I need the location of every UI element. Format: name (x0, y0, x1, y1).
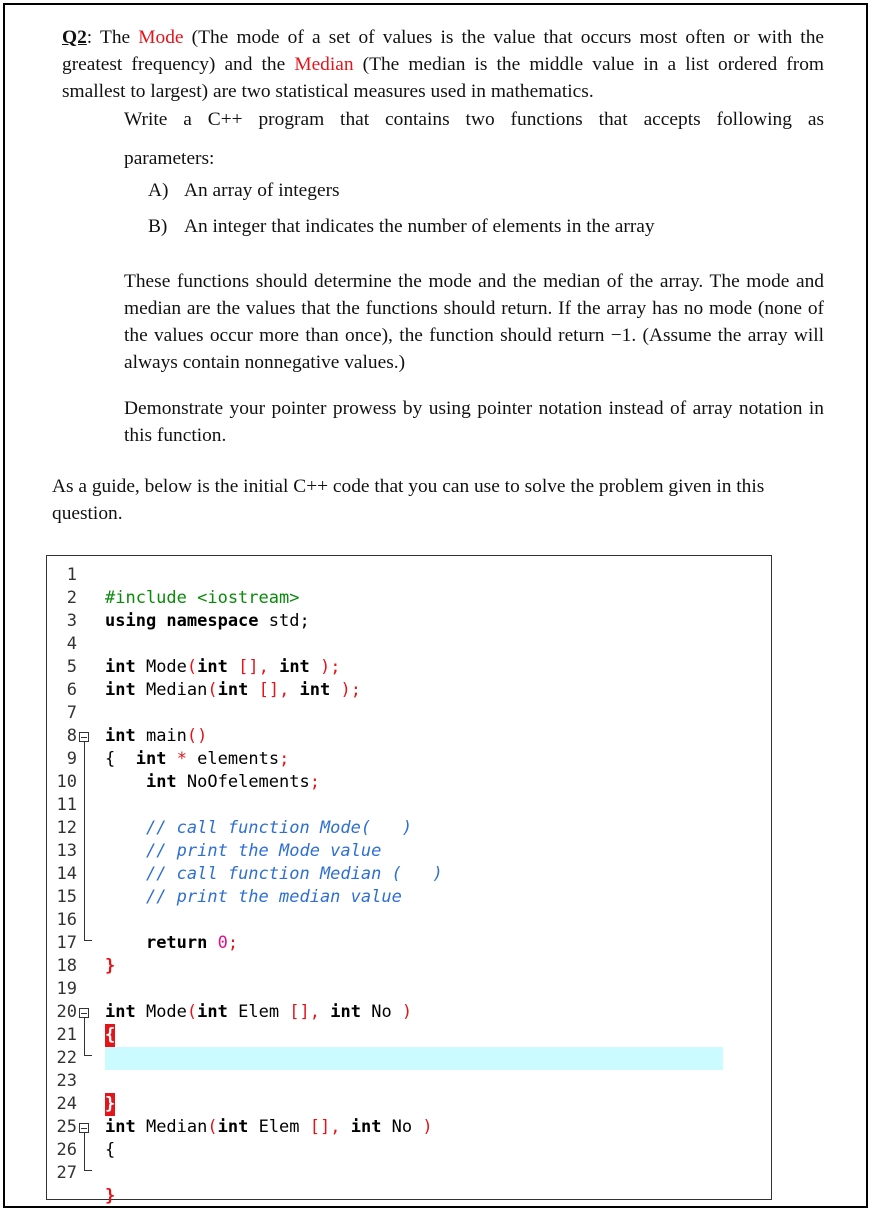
paragraph-return-values: These functions should determine the mode and the median of the array. The mode and median are the values that the functions should return. If the array has no mode (none of the values occur more than once), the function should return −1. (Assume the array will always contain nonnegative values.) (124, 271, 824, 373)
fold-guide-end (84, 940, 92, 941)
mode-definition: (The mode of a set of values is the value that occurs most often or with the greatest frequency) and the (62, 27, 824, 75)
code-text: No (360, 1002, 402, 1022)
code-keyword: using namespace (105, 611, 259, 631)
code-brace: } (105, 1186, 116, 1206)
code-keyword: int (340, 1117, 382, 1137)
task-text: Write a C++ program that contains two functions that accepts following as (124, 109, 824, 130)
line-number (47, 955, 771, 978)
fold-guide-line (84, 1018, 85, 1055)
line-number-text: 14 (56, 864, 77, 884)
fold-guide-line (84, 1133, 85, 1170)
line-number-text: 27 (56, 1163, 77, 1183)
line-number-text: 24 (56, 1094, 77, 1114)
code-operator: () (186, 726, 208, 746)
code-keyword: int (145, 772, 177, 792)
code-brace: { (105, 749, 116, 769)
code-text: NoOfelements (176, 772, 310, 792)
option-b-text: An integer that indicates the number of elements in the array (184, 216, 655, 237)
code-operator: [] (248, 680, 280, 700)
code-comment: // print the median value (145, 887, 402, 907)
line-number-text: 15 (56, 887, 77, 907)
code-keyword: int (135, 749, 167, 769)
task-text-2: parameters: (124, 148, 215, 169)
code-editor (46, 555, 772, 1206)
code-operator: [], (309, 1117, 341, 1137)
median-term: Median (294, 54, 354, 75)
fold-guide-end (84, 1170, 92, 1171)
code-line-2 (47, 587, 771, 631)
code-text: Elem (227, 1002, 290, 1022)
code-keyword: int (217, 680, 249, 700)
line-number-text: 16 (56, 910, 77, 930)
code-comment: // print the Mode value (145, 841, 382, 861)
fold-toggle-icon[interactable] (79, 732, 89, 742)
code-operator: , (258, 657, 269, 677)
code-operator: ); (309, 657, 341, 677)
option-a (148, 177, 340, 204)
fold-toggle-icon[interactable] (79, 1123, 89, 1133)
code-number: 0 (207, 933, 228, 953)
code-text: Median (135, 680, 208, 700)
code-operator: ); (330, 680, 361, 700)
code-line-5 (47, 656, 771, 700)
code-text: main (135, 726, 187, 746)
line-number-text: 5 (66, 657, 77, 677)
code-line-8 (47, 725, 771, 769)
code-operator: ( (186, 657, 198, 677)
code-operator: ; (279, 749, 290, 769)
line-number-text: 21 (56, 1025, 77, 1045)
code-keyword: int (105, 657, 136, 677)
line-number-text: 26 (56, 1140, 77, 1160)
code-keyword: int (105, 680, 136, 700)
code-operator: ( (207, 680, 218, 700)
line-number-text: 2 (66, 588, 77, 608)
line-number-text: 9 (66, 749, 77, 769)
line-number-text: 3 (66, 611, 77, 631)
code-keyword: int (320, 1002, 361, 1022)
code-line-4 (47, 633, 771, 677)
fold-guide-line (84, 742, 85, 940)
code-brace-matched: } (105, 1094, 116, 1114)
paragraph-pointer-notation: Demonstrate your pointer prowess by using pointer notation instead of array notation in this function. (124, 398, 824, 446)
code-operator: ) (422, 1117, 433, 1137)
line-number (47, 1070, 771, 1093)
code-operator: ) (401, 1002, 413, 1022)
code-operator: [], (289, 1002, 321, 1022)
code-keyword: int (217, 1117, 249, 1137)
code-brace: { (105, 1140, 116, 1160)
median-definition: (The median is the middle value in a list ordered from smallest to largest) are two statistical measures used in mathematics. (62, 54, 825, 102)
code-keyword: return (145, 933, 208, 953)
code-operator: [] (227, 657, 259, 677)
line-number-text: 19 (56, 979, 77, 999)
code-text: #include <iostream> (105, 588, 300, 608)
guide-text: As a guide, below is the initial C++ code that you can use to solve the problem given in this question. (52, 476, 765, 524)
code-keyword: int (289, 680, 331, 700)
option-a-label: A) (148, 180, 169, 201)
option-b (148, 213, 655, 240)
question-intro (62, 24, 824, 105)
fold-guide-end (84, 1055, 92, 1056)
code-keyword: int (197, 1002, 228, 1022)
code-text: elements (186, 749, 280, 769)
code-comment: // call function Median ( ) (145, 864, 443, 884)
line-number-text: 25 (56, 1117, 77, 1137)
code-operator: ( (186, 1002, 198, 1022)
current-line-highlight (105, 1047, 723, 1070)
line-number-text: 13 (56, 841, 77, 861)
code-text: Mode (135, 1002, 187, 1022)
line-number-text: 23 (56, 1071, 77, 1091)
line-number-text: 11 (56, 795, 77, 815)
line-number-text: 22 (56, 1048, 77, 1068)
line-number-text: 12 (56, 818, 77, 838)
mode-term: Mode (138, 27, 184, 48)
code-keyword: int (197, 657, 228, 677)
line-number-text: 10 (56, 772, 77, 792)
code-keyword: int (105, 726, 136, 746)
line-number-text: 7 (66, 703, 77, 723)
code-line-27 (47, 1162, 771, 1206)
code-brace: } (105, 956, 116, 976)
option-a-text: An array of integers (184, 180, 340, 201)
question-number: Q2 (62, 27, 87, 48)
code-operator: ; (309, 772, 320, 792)
code-comment: // call function Mode( ) (145, 818, 413, 838)
code-operator: * (166, 749, 187, 769)
code-text: std; (258, 611, 310, 631)
option-b-label: B) (148, 216, 168, 237)
line-number-text: 20 (56, 1002, 77, 1022)
line-number (47, 1024, 771, 1047)
line-number (47, 1139, 771, 1162)
line-number-text: 8 (66, 726, 77, 746)
line-number-text: 4 (66, 634, 77, 654)
code-operator: ; (227, 933, 239, 953)
code-text: Mode (135, 657, 187, 677)
code-text: No (381, 1117, 423, 1137)
line-number-text: 1 (66, 565, 77, 585)
code-operator: ( (207, 1117, 218, 1137)
code-text: Median (135, 1117, 208, 1137)
intro-text: : The (86, 27, 139, 48)
line-number-text: 6 (66, 680, 77, 700)
code-brace-matched: { (105, 1025, 116, 1045)
code-keyword: int (105, 1117, 136, 1137)
code-text: Elem (248, 1117, 310, 1137)
line-number-text: 18 (56, 956, 77, 976)
line-number-text: 17 (56, 933, 77, 953)
code-operator: , (279, 680, 290, 700)
code-line-7 (47, 702, 771, 746)
code-keyword: int (268, 657, 310, 677)
fold-toggle-icon[interactable] (79, 1008, 89, 1018)
code-keyword: int (105, 1002, 136, 1022)
code-line-1 (47, 564, 771, 608)
